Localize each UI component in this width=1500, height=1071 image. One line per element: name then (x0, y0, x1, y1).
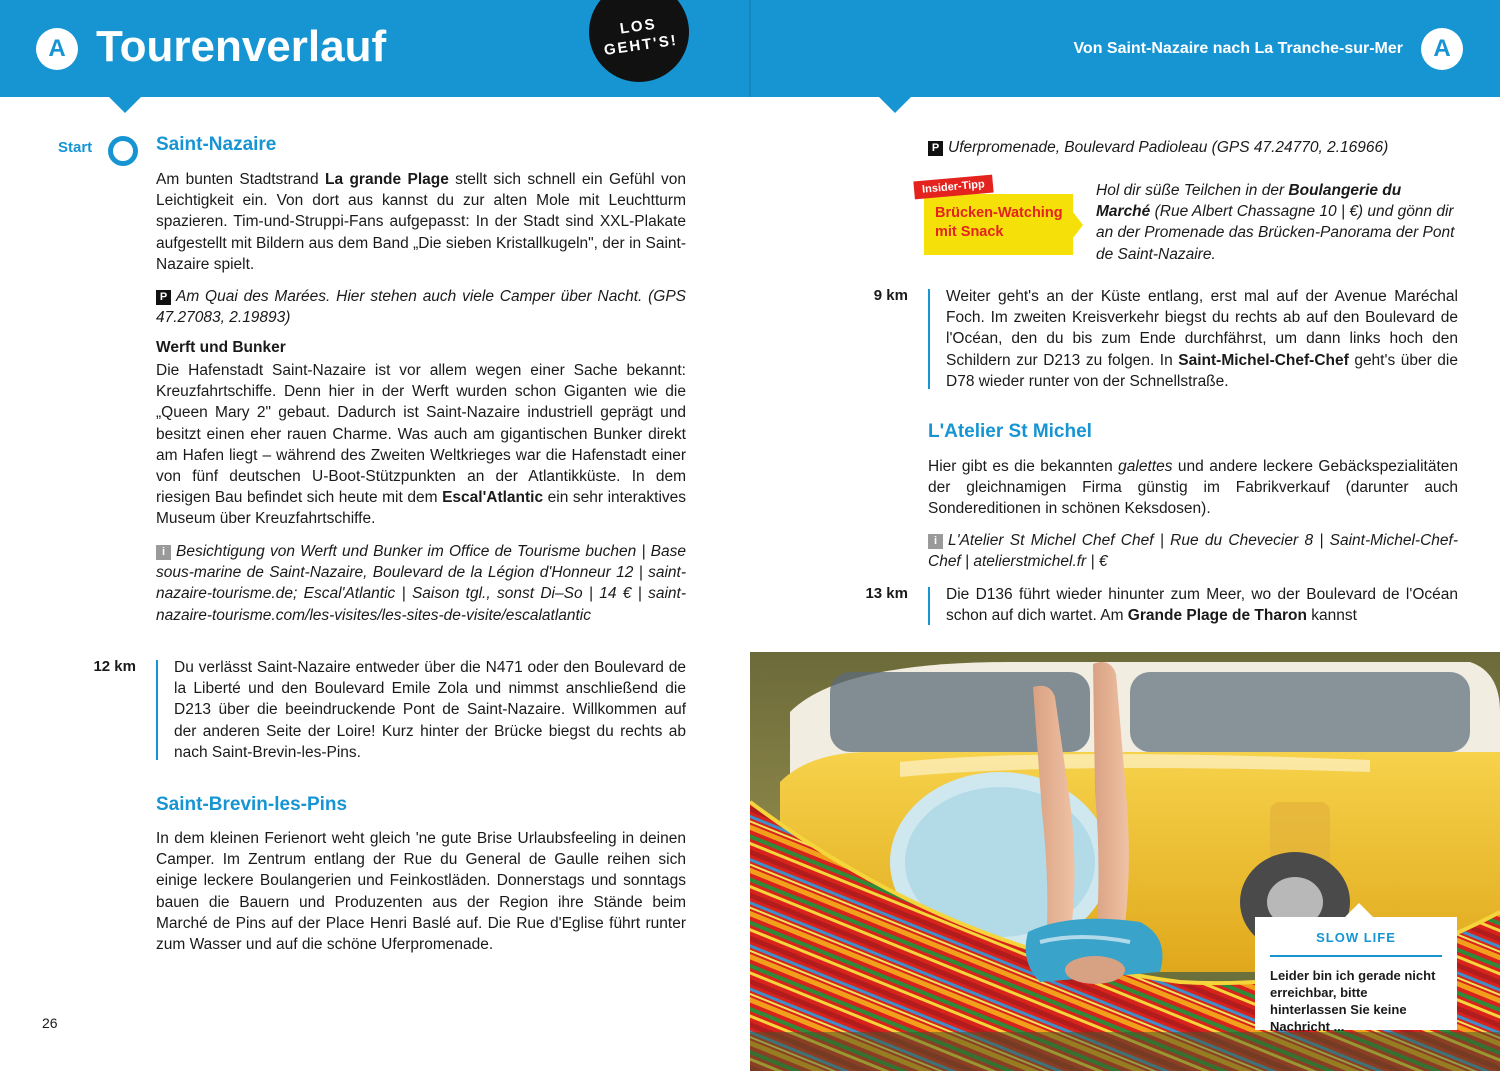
insider-tip-heading: Brücken-Watching mit Snack (935, 205, 1063, 240)
distance-bar (928, 587, 930, 625)
los-gehts-line2: GEHT'S! (602, 31, 679, 59)
route-text-12km: Du verlässt Saint-Nazaire entweder über die N471 oder den Boulevard de la Liberté und den Boulevard Emile Zola und nimmst anschließend die D213 über die beeindruckende Pont de Saint-Nazaire. Willkommen auf der anderen Seite der Loire! Kurz hinter der Brücke biegst du rechts ab nach Saint-Brevin-les-Pins. (174, 659, 686, 761)
slow-life-title: SLOW LIFE (1316, 930, 1396, 945)
distance-12km: 12 km (93, 658, 136, 675)
saint-michel-highlight: Saint-Michel-Chef-Chef (1178, 351, 1349, 369)
slow-life-divider (1270, 955, 1442, 957)
grande-plage-tharon-highlight: Grande Plage de Tharon (1127, 607, 1307, 625)
parking-note-uferpromenade: P Uferpromenade, Boulevard Padioleau (GPS 47.24770, 2.16966) (928, 137, 1458, 158)
slow-life-pointer (1345, 903, 1373, 917)
parking-icon: P (928, 141, 943, 156)
distance-bar (928, 289, 930, 389)
werft-bunker-text: Die Hafenstadt Saint-Nazaire ist vor allem wegen einer Sache bekannt: Kreuzfahrtschiffe. Denn hier in der Werft wurden schon Giganten wie die „Queen Mary 2" gebaut. Dadurch ist Saint-Nazaire industriell geprägt und besitzt einen eher rauen Charme. Was auch am gigantischen Bunker direkt am Hafen liegt – während des Zweiten Weltkrieges war die Hafenstadt einer von fünf deutschen U-Boot-Stützpunkten an der Atlantikküste. In dem riesigen Bau befindet sich heute mit dem Escal'Atlantic ein sehr interaktives Museum über Kreuzfahrtschiffe. (156, 362, 687, 528)
saint-nazaire-intro: Am bunten Stadtstrand La grande Plage stellt sich schnell ein Gefühl von Leichtigkeit ein. Von dort aus kannst du zur alten Mole mit Leuchtturm spazieren. Tim-und-Struppi-Fans aufgepasst: In der Stadt sind XXL-Plakate aufgestellt mit Bildern aus dem Band „Die sieben Kristallkugeln", der in Saint-Nazaire spielt. (156, 171, 686, 273)
header-spread-divider (749, 0, 751, 97)
tour-a-badge-right: A (1421, 28, 1463, 70)
route-title: Von Saint-Nazaire nach La Tranche-sur-Mer (1073, 40, 1403, 57)
escal-atlantic-highlight: Escal'Atlantic (442, 489, 544, 507)
distance-9km: 9 km (873, 287, 908, 304)
parking-note-saint-nazaire: P Am Quai des Marées. Hier stehen auch viele Camper über Nacht. (GPS 47.27083, 2.19893) (156, 288, 686, 327)
insider-tip-text: Hol dir süße Teilchen in der Boulangerie du Marché (Rue Albert Chassagne 10 | €) und gönn dir an der Promenade das Brücken-Panorama der Pont de Saint-Nazaire. (1096, 182, 1455, 263)
slow-life-text: Leider bin ich gerade nicht erreichbar, bitte hinterlassen Sie keine Nachricht ... (1270, 968, 1436, 1034)
info-icon: i (928, 534, 943, 549)
section-title-saint-nazaire: Saint-Nazaire (156, 134, 277, 155)
distance-13km: 13 km (865, 585, 908, 602)
section-title-saint-brevin: Saint-Brevin-les-Pins (156, 794, 348, 815)
boulangerie-highlight: Boulangerie du Marché (1096, 182, 1402, 221)
saint-brevin-text: In dem kleinen Ferienort weht gleich 'ne gute Brise Urlaubsfeeling in deinen Camper. Im Zentrum entlang der Rue du General de Gaulle reihen sich einige leckere Boulangerien und Feinkostläden. Donnerstags und sonntags bauen die Bauern und Produzenten aus der Region ihre Stände beim Marché de Pins auf der Place Henri Baslé auf. Die Rue d'Eglise führt runter zum Wasser und auf die schöne Uferpromenade. (156, 830, 686, 954)
insider-tip-arrow (1073, 212, 1083, 238)
parking-icon: P (156, 290, 171, 305)
section-title-atelier: L'Atelier St Michel (928, 421, 1092, 442)
route-text-13km: Die D136 führt wieder hinunter zum Meer, wo der Boulevard de l'Océan schon auf dich wartet. Am Grande Plage de Tharon kannst (946, 586, 1458, 625)
header-pointer-right (878, 96, 912, 113)
page-title: Tourenverlauf (96, 22, 387, 71)
galettes-italic: galettes (1118, 458, 1173, 475)
header-pointer-left (108, 96, 142, 113)
start-ring-icon (108, 136, 138, 166)
info-icon: i (156, 545, 171, 560)
subheading-werft-bunker: Werft und Bunker (156, 339, 286, 356)
info-note-saint-nazaire: i Besichtigung von Werft und Bunker im Office de Tourisme buchen | Base sous-marine de Saint-Nazaire, Boulevard de la Légion d'Honneur 12 | saint-nazaire-tourisme.de; Escal'Atlantic | Saison tgl., sonst Di–So | 14 € | saint-nazaire-tourisme.com/les-visites/les-sites-de-visite/escalatlantic (156, 543, 686, 624)
insider-tip-tag: Insider-Tipp (913, 175, 993, 200)
los-gehts-line1: LOS (618, 15, 658, 38)
atelier-text: Hier gibt es die bekannten galettes und andere leckere Gebäckspezialitäten der gleichnamigen Firma günstig im Fabrikverkauf (darunter auch Sondereditionen in schönen Keksdosen). (928, 458, 1458, 518)
route-text-9km: Weiter geht's an der Küste entlang, erst mal auf der Avenue Maréchal Foch. Im zweiten Kreisverkehr biegst du rechts ab auf den Boulevard de l'Océan, den du bis zum Ende durchfährst, um dann links hoch den Schildern zur D213 zu folgen. In Saint-Michel-Chef-Chef geht's über die D78 wieder runter von der Schnellstraße. (946, 288, 1458, 390)
grande-plage-highlight: La grande Plage (325, 171, 449, 188)
info-note-atelier: i L'Atelier St Michel Chef Chef | Rue du Chevecier 8 | Saint-Michel-Chef-Chef | atelierstmichel.fr | € (928, 532, 1458, 571)
tour-a-badge-left: A (36, 28, 78, 70)
distance-bar (156, 660, 158, 760)
start-label: Start (58, 139, 93, 156)
page-number: 26 (42, 1015, 58, 1031)
